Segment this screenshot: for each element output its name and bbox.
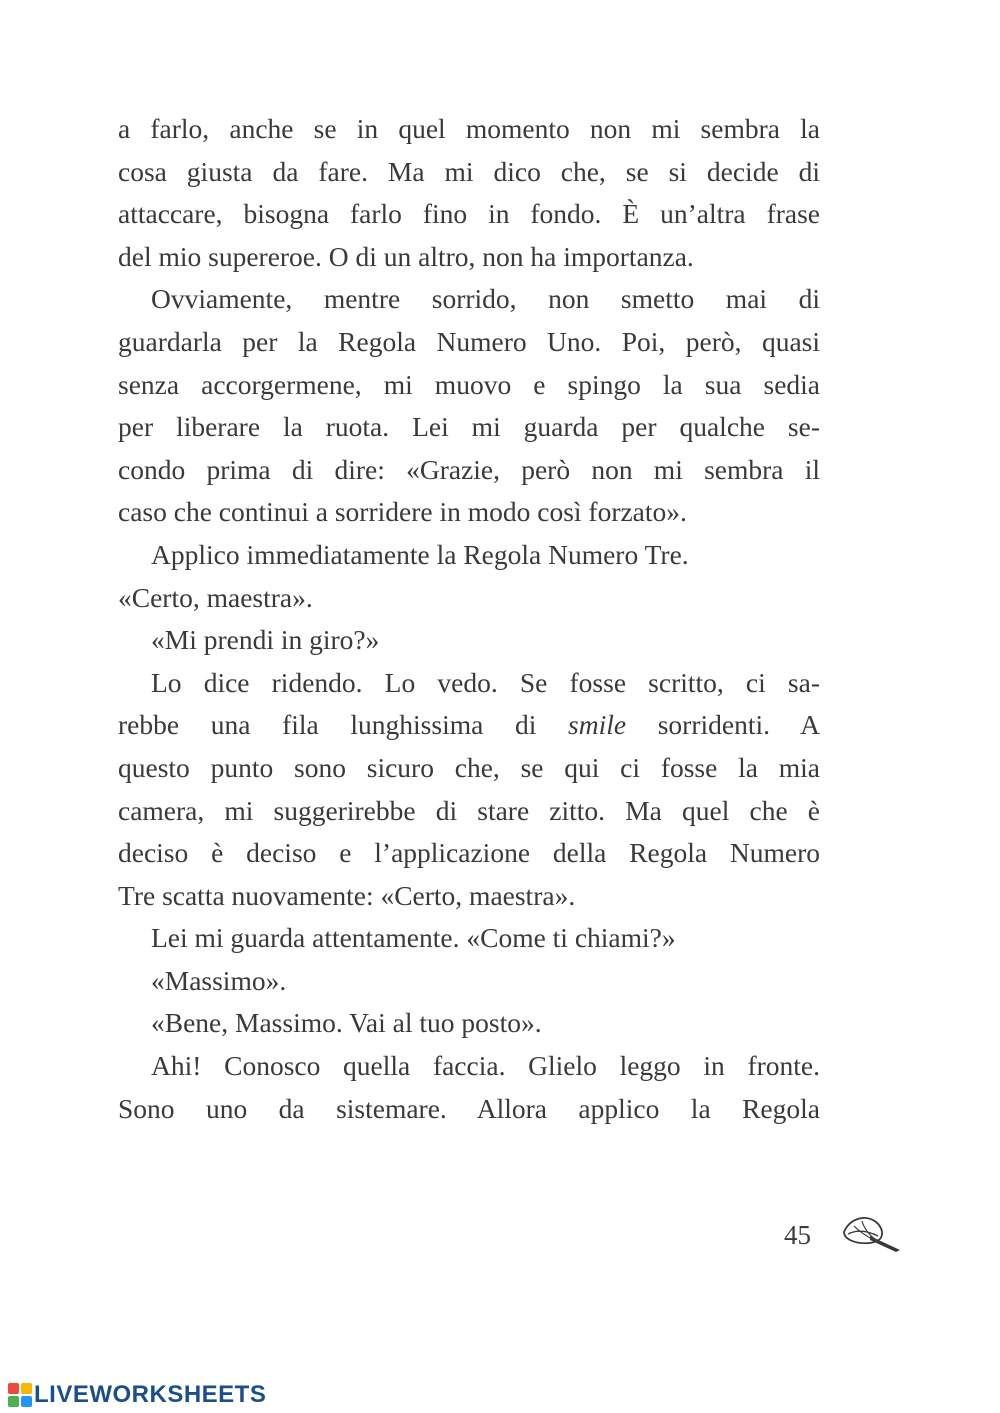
text-line: camera, mi suggerirebbe di stare zitto. Ma quel che è <box>118 794 820 826</box>
italic-word: smile <box>568 709 627 741</box>
text-line: Applico immediatamente la Regola Numero Tre. <box>151 538 689 570</box>
text-line: del mio supereroe. O di un altro, non ha importanza. <box>118 240 694 272</box>
text-line: attaccare, bisogna farlo fino in fondo. È un’altra frase <box>118 198 820 230</box>
text-fragment: sorridenti. A <box>626 709 820 741</box>
text-line: «Certo, maestra». <box>118 581 313 613</box>
text-line: Tre scatta nuovamente: «Certo, maestra». <box>118 879 576 911</box>
brand-name: LIVEWORKSHEETS <box>34 1381 267 1408</box>
text-line: questo punto sono sicuro che, se qui ci fosse la mia <box>118 751 820 783</box>
book-page-text <box>118 108 820 1130</box>
text-line: caso che continui a sorridere in modo così forzato». <box>118 496 687 528</box>
footer-branding <box>8 1380 266 1410</box>
text-fragment: rebbe una fila lunghissima di <box>118 709 569 741</box>
text-line: per liberare la ruota. Lei mi guarda per qualche se- <box>118 411 820 443</box>
text-line: Ahi! Conosco quella faccia. Glielo leggo in fronte. <box>151 1050 820 1082</box>
liveworksheets-logo-icon <box>8 1383 32 1407</box>
text-line: Ovviamente, mentre sorrido, non smetto mai di <box>151 283 820 315</box>
quill-pen-icon <box>840 1210 904 1254</box>
text-line: «Mi prendi in giro?» <box>151 624 380 656</box>
text-line: «Bene, Massimo. Vai al tuo posto». <box>151 1007 542 1039</box>
text-line: deciso è deciso e l’applicazione della Regola Numero <box>118 837 820 869</box>
text-line: guardarla per la Regola Numero Uno. Poi, però, quasi <box>118 325 820 357</box>
text-line <box>118 704 820 747</box>
text-line: Sono uno da sistemare. Allora applico la Regola <box>118 1092 820 1124</box>
text-line: Lei mi guarda attentamente. «Come ti chiami?» <box>151 922 676 954</box>
text-line: cosa giusta da fare. Ma mi dico che, se si decide di <box>118 155 820 187</box>
text-line: «Massimo». <box>151 964 287 996</box>
page-number: 45 <box>784 1220 811 1250</box>
text-line: senza accorgermene, mi muovo e spingo la sua sedia <box>118 368 820 400</box>
text-line: condo prima di dire: «Grazie, però non mi sembra il <box>118 453 820 485</box>
text-line: Lo dice ridendo. Lo vedo. Se fosse scritto, ci sa- <box>151 666 820 698</box>
text-line: a farlo, anche se in quel momento non mi sembra la <box>118 113 820 144</box>
